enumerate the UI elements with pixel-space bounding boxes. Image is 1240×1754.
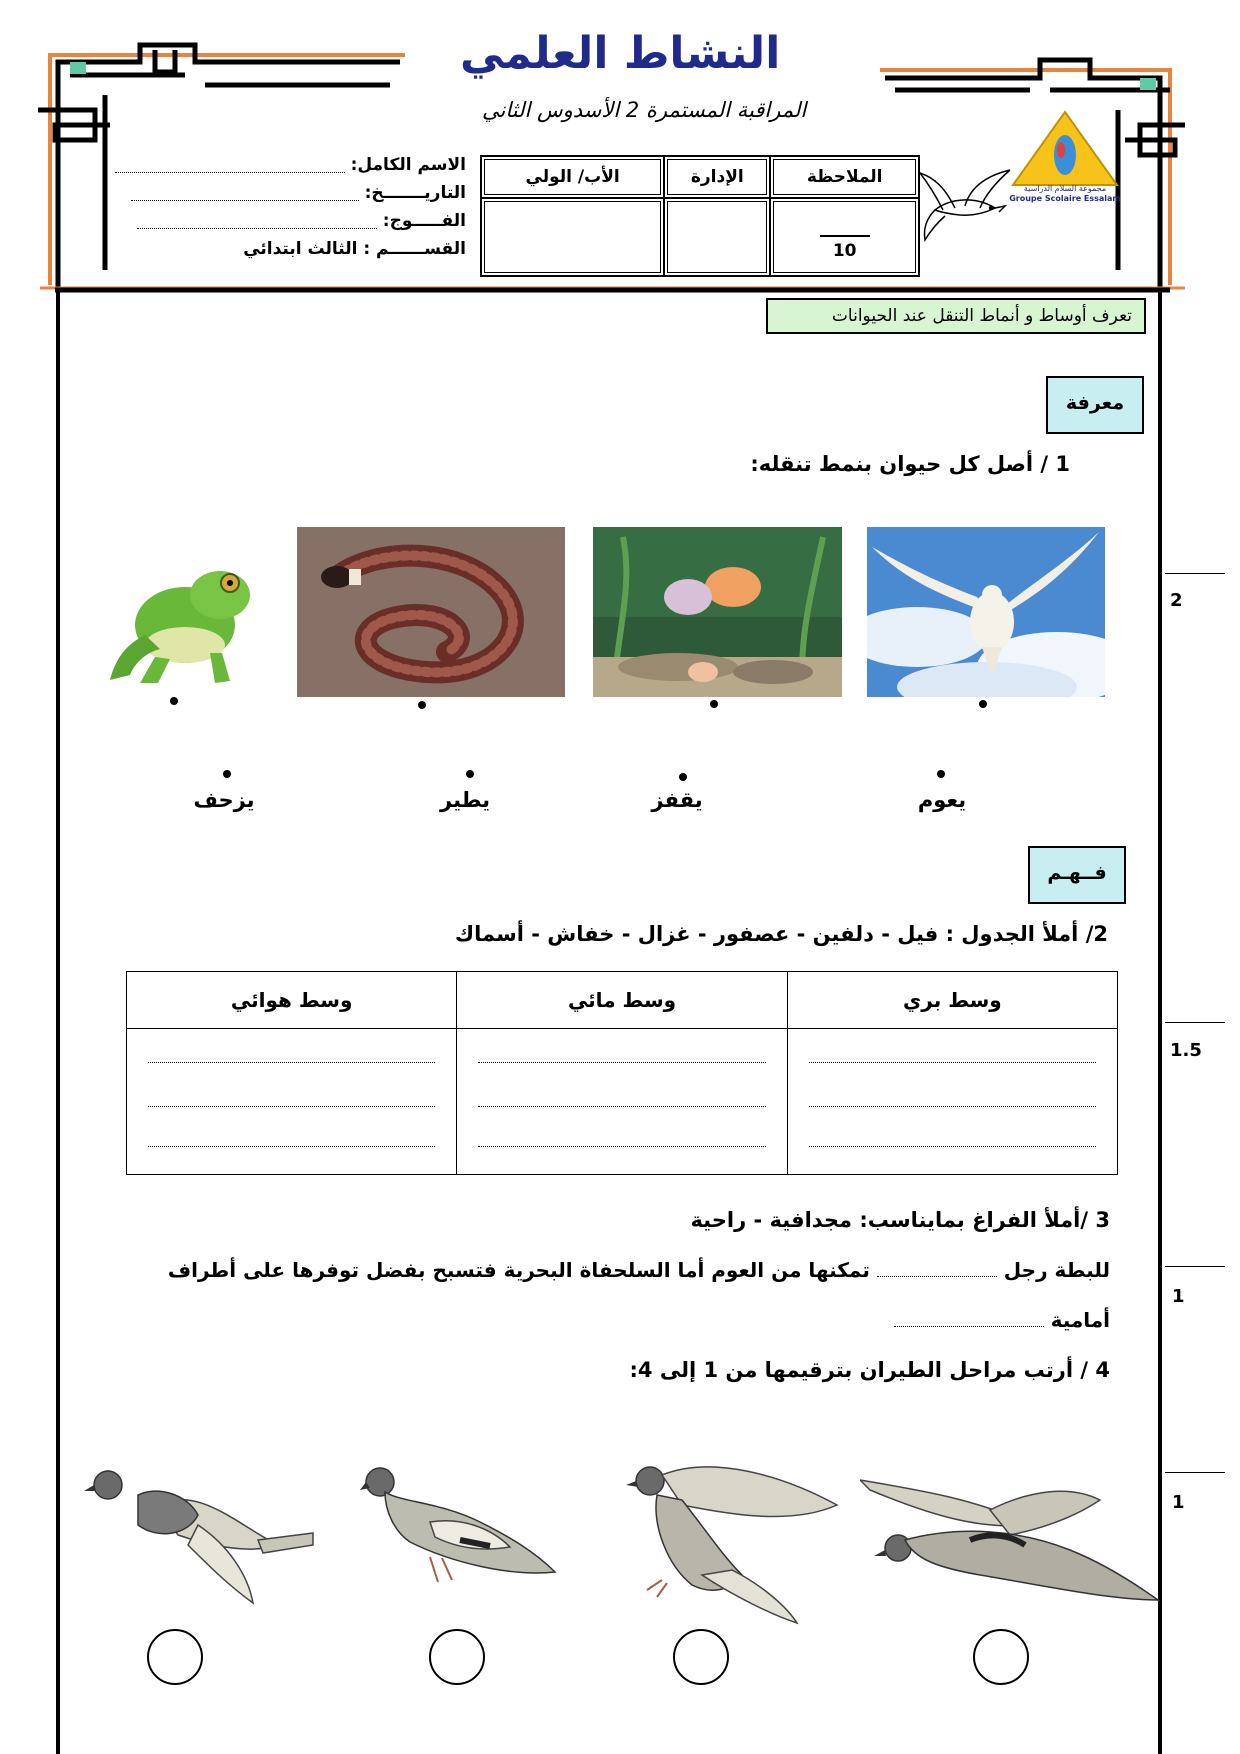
verb-crawl: يزحف (193, 788, 255, 812)
question-3-line-2 (700, 1308, 1110, 1332)
pigeon-stage-image-4 (860, 1470, 1160, 1610)
match-dot-fish[interactable] (710, 700, 718, 708)
grade-score-cell[interactable] (770, 198, 919, 276)
topic-box: تعرف أوساط و أنماط التنقل عند الحيوانات (766, 298, 1146, 334)
class-field (118, 239, 466, 259)
order-circle-1[interactable] (147, 1629, 203, 1685)
question-2: 2/ أملأ الجدول : فيل - دلفين - عصفور - غزال - خفاش - أسماك (454, 922, 1108, 946)
verb-fly: يطير (440, 788, 490, 812)
q3-blank-2[interactable] (894, 1316, 1044, 1327)
match-dot-snake[interactable] (418, 701, 426, 709)
score-line-4 (1165, 1472, 1225, 1473)
snake-image (297, 527, 565, 697)
verb-jump: يقفز (651, 788, 703, 812)
score-line-3 (1165, 1266, 1225, 1267)
question-4: 4 / أرتب مراحل الطيران بترقيمها من 1 إلى 4: (629, 1358, 1110, 1382)
score-line-2 (1165, 1022, 1225, 1023)
max-score: 10 (820, 235, 870, 261)
order-circle-2[interactable] (429, 1629, 485, 1685)
fullname-dots (115, 158, 345, 173)
dove-sketch-icon (915, 168, 1015, 250)
verb-dot-fly[interactable] (466, 770, 474, 778)
score-q3: 1 (1172, 1286, 1185, 1307)
fish-aquarium-image (593, 527, 842, 697)
grade-table (480, 155, 920, 277)
fullname-field[interactable] (118, 155, 466, 175)
score-line-1 (1165, 573, 1225, 574)
date-dots (131, 186, 359, 201)
date-label: التاريـــــــخ: (364, 183, 466, 203)
score-q2: 1.5 (1170, 1040, 1202, 1061)
grade-admin-cell[interactable] (664, 198, 770, 276)
grade-col-admin: الإدارة (664, 156, 770, 198)
page-title: النشاط العلمي (460, 28, 781, 79)
q3-blank-1[interactable] (877, 1266, 997, 1277)
logo-text-ar: مجموعة السلام الدراسية (1023, 184, 1107, 193)
dove-flying-image (867, 527, 1105, 697)
q3-text-a: للبطة رجل (1003, 1258, 1110, 1282)
class-label: القســــــم : الثالث ابتدائي (243, 239, 466, 259)
score-q1: 2 (1170, 590, 1183, 611)
env-cell-water[interactable] (457, 1029, 787, 1175)
group-field[interactable] (118, 211, 466, 231)
fullname-label: الاسم الكامل: (350, 155, 466, 175)
env-header-land: وسط بري (787, 972, 1117, 1029)
frog-image (90, 545, 260, 690)
date-field[interactable] (118, 183, 466, 203)
grade-parent-cell[interactable] (481, 198, 664, 276)
pigeon-stage-image-1 (78, 1465, 318, 1605)
verb-dot-swim[interactable] (937, 770, 945, 778)
group-label: الفـــــوج: (382, 211, 466, 231)
order-circle-4[interactable] (973, 1629, 1029, 1685)
grade-col-note: الملاحظة (770, 156, 919, 198)
question-3-line-1 (167, 1258, 1110, 1282)
pigeon-stage-image-2 (360, 1462, 560, 1592)
verb-dot-crawl[interactable] (223, 770, 231, 778)
environment-table (126, 971, 1118, 1175)
group-dots (137, 214, 377, 229)
env-cell-air[interactable] (127, 1029, 457, 1175)
skill-knowledge-box: معرفة (1046, 376, 1144, 434)
page-subtitle: المراقبة المستمرة 2 الأسدوس الثاني (482, 98, 807, 122)
verb-dot-jump[interactable] (679, 773, 687, 781)
grade-col-parent: الأب/ الولي (481, 156, 664, 198)
env-header-water: وسط مائي (457, 972, 787, 1029)
match-dot-frog[interactable] (170, 697, 178, 705)
question-3: 3 /أملأ الفراغ بمايناسب: مجدافية - راحية (690, 1208, 1110, 1232)
env-cell-land[interactable] (787, 1029, 1117, 1175)
school-logo (1005, 110, 1125, 210)
skill-understanding-box: فــهـم (1028, 846, 1126, 904)
logo-text-fr: Groupe Scolaire Essalam (1009, 194, 1121, 203)
pigeon-stage-image-3 (622, 1455, 842, 1625)
match-dot-dove[interactable] (979, 700, 987, 708)
env-header-air: وسط هوائي (127, 972, 457, 1029)
order-circle-3[interactable] (673, 1629, 729, 1685)
question-1: 1 / أصل كل حيوان بنمط تنقله: (750, 452, 1070, 476)
verb-swim: يعوم (917, 788, 967, 812)
q3-text-c: أمامية (1050, 1308, 1110, 1332)
score-q4: 1 (1172, 1492, 1185, 1513)
q3-text-b: تمكنها من العوم أما السلحفاة البحرية فتسبح بفضل توفرها على أطراف (167, 1258, 870, 1282)
